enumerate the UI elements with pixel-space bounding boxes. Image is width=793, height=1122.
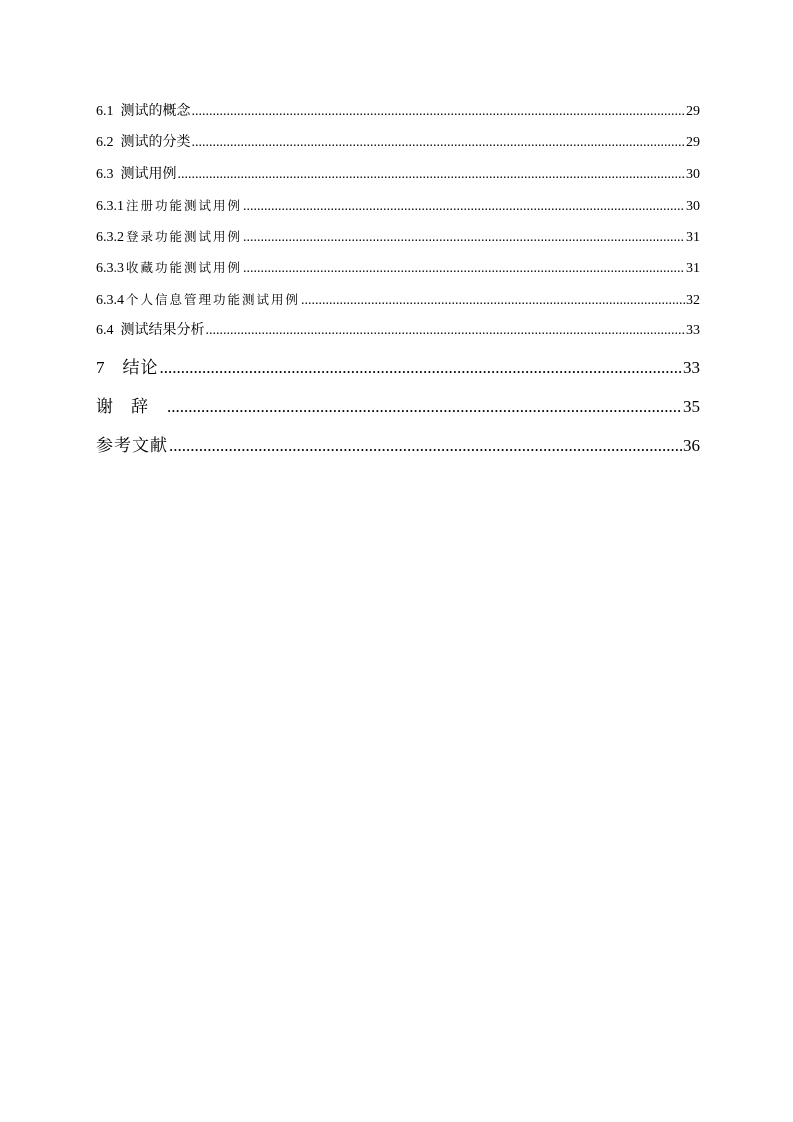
toc-entry-page: 30 bbox=[686, 198, 700, 214]
toc-entry-6-3-3[interactable] bbox=[96, 252, 700, 283]
toc-entry-number: 6.3.4 bbox=[96, 292, 124, 308]
toc-entry-title: 结论 bbox=[122, 358, 159, 378]
toc-entry-page: 33 bbox=[686, 323, 700, 339]
toc-entry-number: 6.2 bbox=[96, 135, 114, 151]
toc-entry-6-3-2[interactable] bbox=[96, 221, 700, 252]
toc-dot-leader bbox=[243, 253, 685, 284]
toc-entry-page: 30 bbox=[686, 166, 700, 182]
toc-entry-title: 测试的分类 bbox=[120, 135, 191, 151]
toc-entry-title: 登录功能测试用例 bbox=[126, 229, 243, 245]
toc-entry-6-3-1[interactable] bbox=[96, 190, 700, 221]
toc-dot-leader bbox=[192, 96, 686, 127]
toc-entry-6-4[interactable] bbox=[96, 315, 700, 346]
toc-dot-leader bbox=[167, 387, 682, 426]
toc-entry-6-3-4[interactable] bbox=[96, 284, 700, 315]
toc-entry-references[interactable] bbox=[96, 426, 700, 465]
toc-entry-6-3[interactable] bbox=[96, 159, 700, 190]
toc-entry-title: 注册功能测试用例 bbox=[126, 197, 243, 213]
toc-entry-page: 35 bbox=[683, 397, 700, 417]
toc-entry-7[interactable] bbox=[96, 348, 700, 387]
toc-entry-number: 6.3 bbox=[96, 166, 114, 182]
toc-entry-6-1[interactable] bbox=[96, 96, 700, 127]
toc-entry-number: 6.4 bbox=[96, 323, 114, 339]
toc-dot-leader bbox=[206, 315, 686, 346]
toc-entry-title: 测试结果分析 bbox=[120, 323, 205, 339]
toc-dot-leader bbox=[178, 159, 686, 190]
toc-entry-title: 测试的概念 bbox=[120, 104, 191, 119]
toc-entry-6-2[interactable] bbox=[96, 127, 700, 158]
toc-entry-page: 32 bbox=[686, 292, 700, 308]
toc-entry-title: 测试用例 bbox=[120, 166, 177, 182]
toc-entry-page: 36 bbox=[683, 436, 700, 456]
toc-entry-title: 个人信息管理功能测试用例 bbox=[126, 291, 301, 307]
toc-dot-leader bbox=[192, 127, 686, 158]
toc-entry-page: 29 bbox=[686, 135, 700, 151]
toc-entry-number: 7 bbox=[96, 358, 105, 378]
toc-entry-page: 31 bbox=[686, 230, 700, 246]
toc-dot-leader bbox=[243, 191, 685, 222]
toc-entry-title: 谢辞 bbox=[96, 397, 166, 417]
toc-entry-number: 6.3.1 bbox=[96, 198, 124, 214]
toc-entry-acknowledgements[interactable] bbox=[96, 387, 700, 426]
toc-entry-number: 6.1 bbox=[96, 104, 114, 119]
table-of-contents bbox=[96, 96, 700, 465]
toc-dot-leader bbox=[243, 222, 685, 253]
toc-entry-title: 参考文献 bbox=[96, 436, 168, 456]
toc-entry-number: 6.3.2 bbox=[96, 230, 124, 246]
toc-dot-leader bbox=[160, 348, 683, 387]
toc-entry-page: 33 bbox=[683, 358, 700, 378]
toc-dot-leader bbox=[301, 285, 685, 316]
toc-entry-page: 29 bbox=[686, 104, 700, 119]
toc-dot-leader bbox=[169, 426, 682, 465]
toc-entry-title: 收藏功能测试用例 bbox=[126, 260, 243, 276]
toc-entry-page: 31 bbox=[686, 261, 700, 277]
toc-entry-number: 6.3.3 bbox=[96, 261, 124, 277]
